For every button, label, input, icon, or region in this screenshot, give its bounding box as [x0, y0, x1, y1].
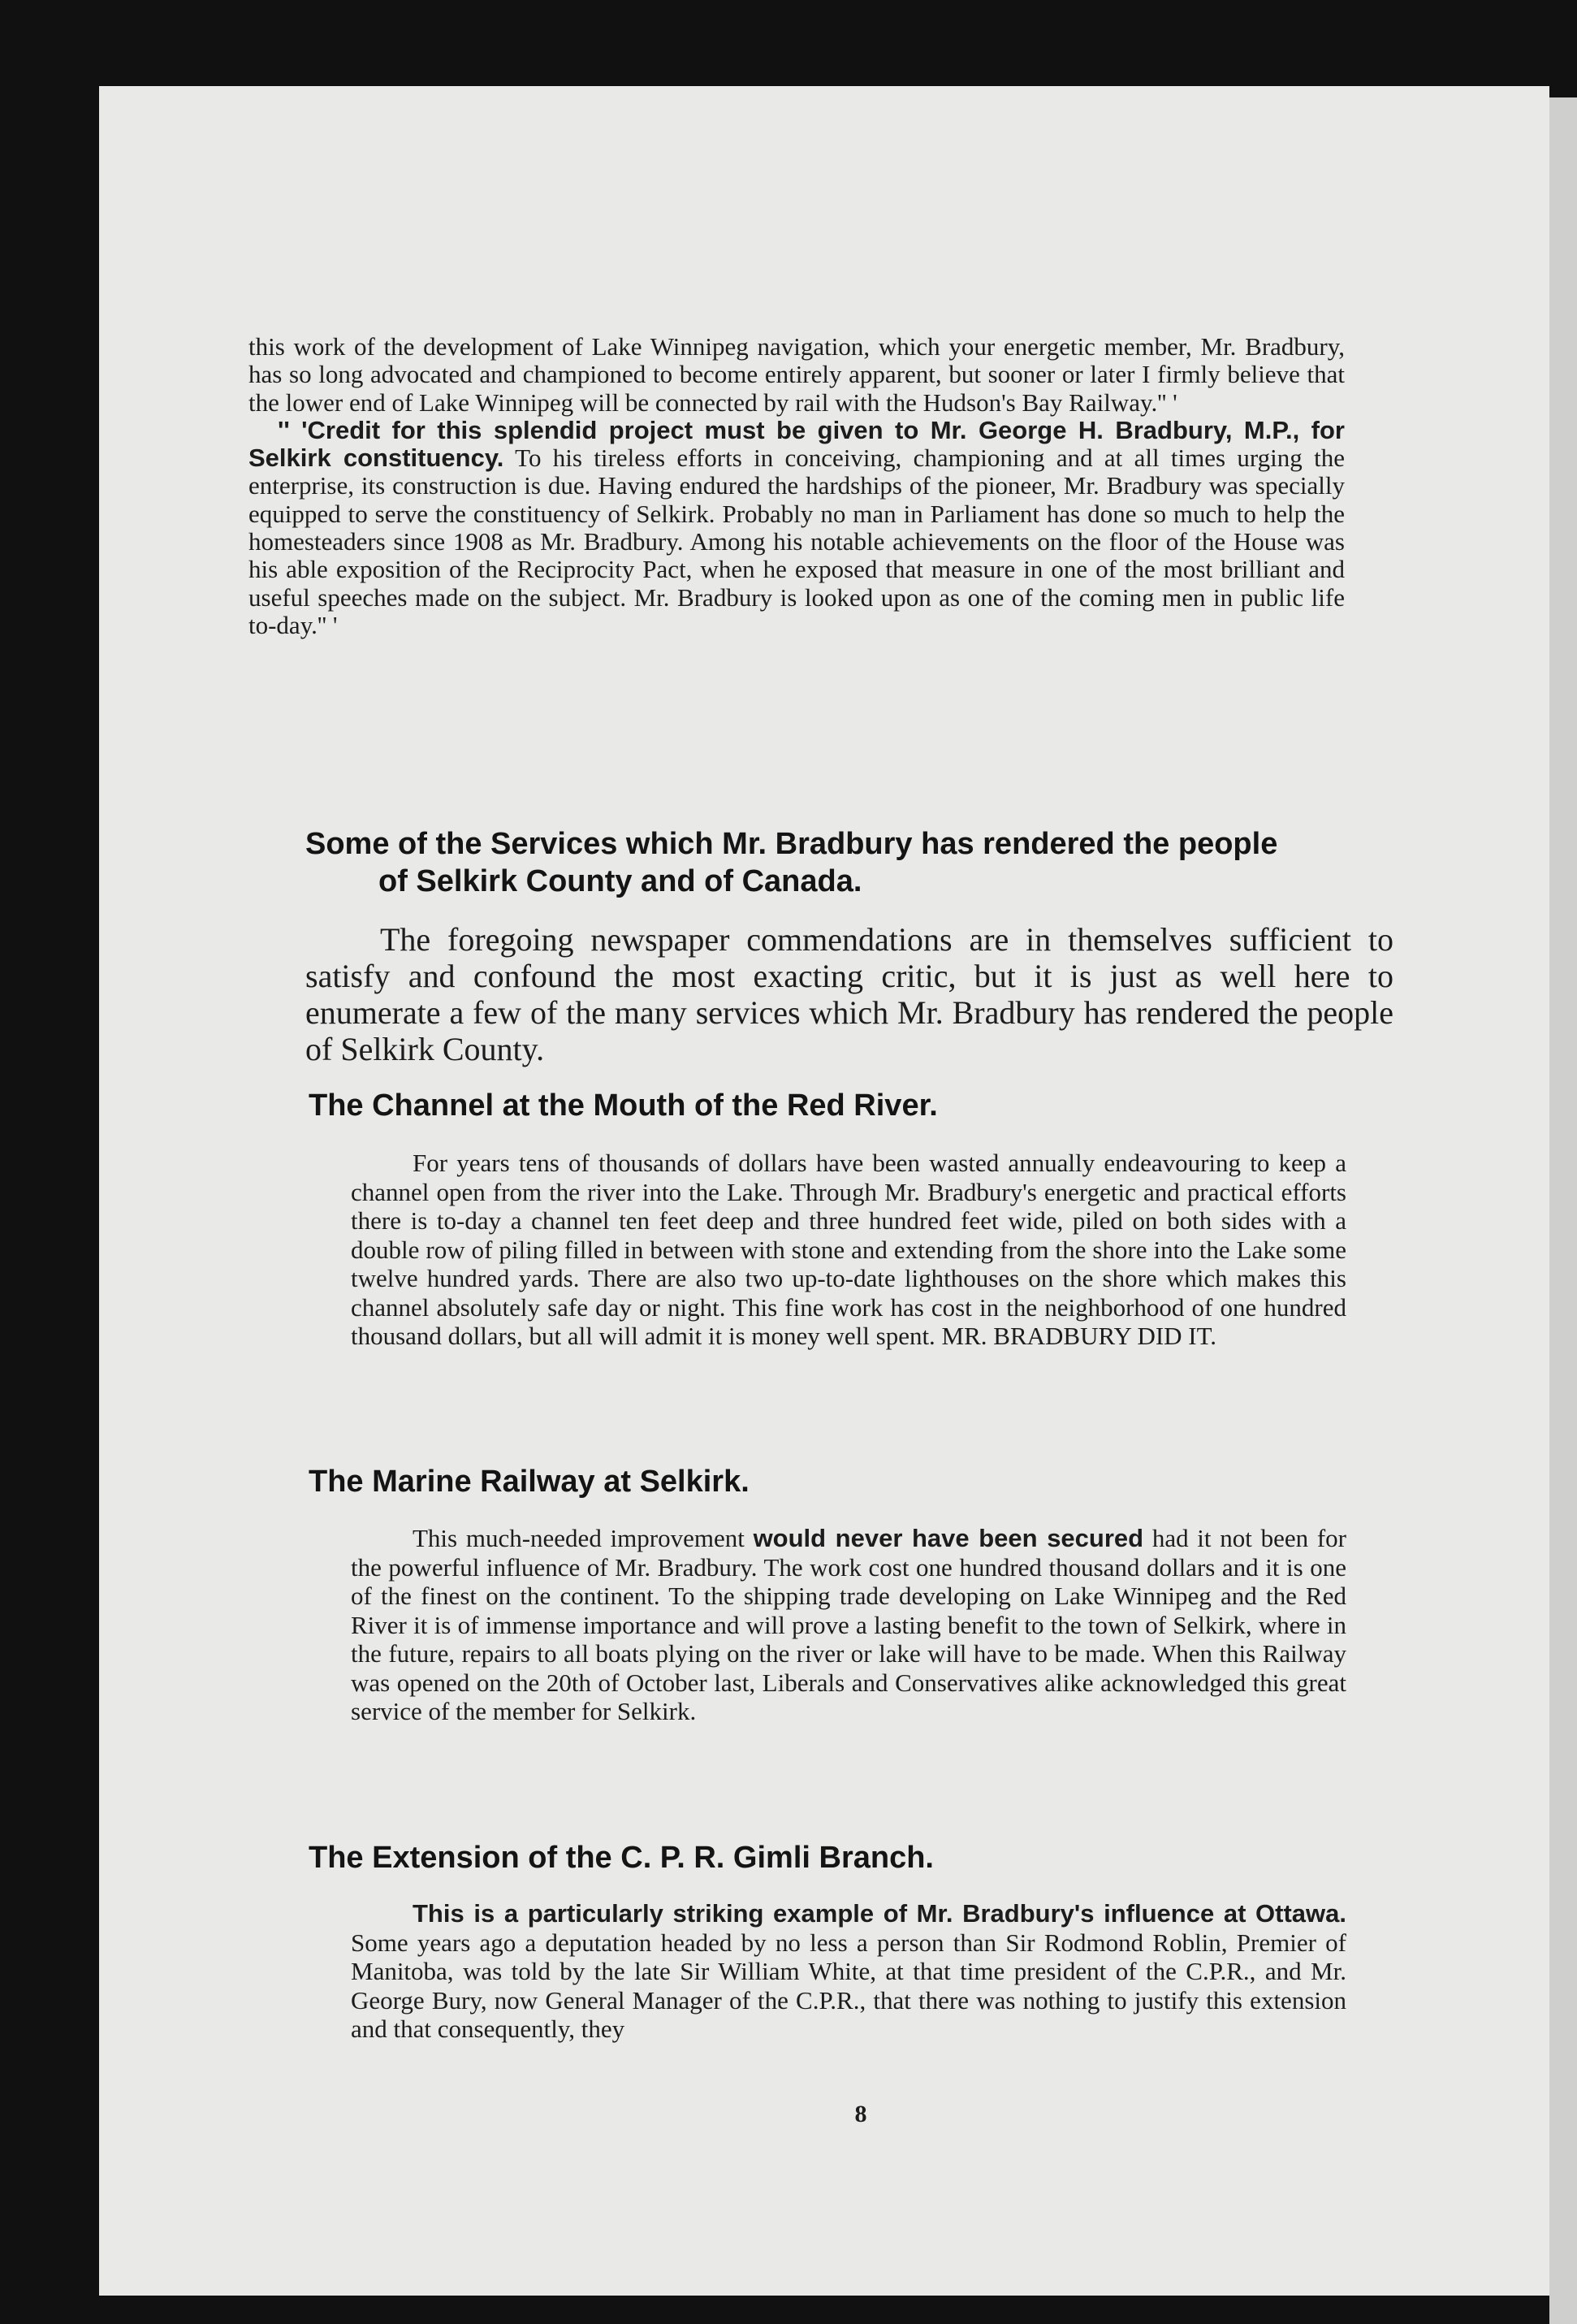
cpr-paragraph-body: Some years ago a deputation headed by no less a person than Sir Rodmond Roblin, Premier of Manitoba, was told by the late Sir William White, at that time president of the C.P.R., and Mr. George Bury, now General Manager of the C.P.R., that there was nothing to justify this extension and that consequently, they [351, 1928, 1346, 2043]
quote-paragraph-2-emphasis: '' 'Credit for this splendid project must be given to Mr. George H. Bradbury, M.P., for Selkirk constituency. [248, 415, 1345, 473]
lead-paragraph: The foregoing newspaper commendations are in themselves sufficient to satisfy and confound the most exacting critic, but it is just as well here to enumerate a few of the many services which Mr. Bradbury has rendered the people of Selkirk County. [305, 921, 1393, 1067]
adjacent-page-edge [1549, 97, 1577, 2324]
quote-paragraph-2 [248, 417, 1345, 639]
marine-paragraph [351, 1524, 1346, 1726]
quote-paragraph-2-body: To his tireless efforts in conceiving, championing and at all times urging the enterprise, its construction is due. Having endured the hardships of the pioneer, Mr. Bradbury was specially equipped to serve the constituency of Selkirk. Probably no man in Parliament has done so much to help the homesteaders since 1908 as Mr. Bradbury. Among his notable achievements on the floor of the House was his able exposition of the Reciprocity Pact, when he exposed that measure in one of the most brilliant and useful speeches made on the subject. Mr. Bradbury is looked upon as one of the coming men in public life to-day.'' ' [248, 444, 1345, 639]
heading-services-line1: Some of the Services which Mr. Bradbury has rendered the people [305, 827, 1278, 861]
section-heading-services [305, 825, 1402, 900]
section-heading-channel: The Channel at the Mouth of the Red River. [309, 1088, 938, 1123]
channel-paragraph: For years tens of thousands of dollars have been wasted annually endeavouring to keep a channel open from the river into the Lake. Through Mr. Bradbury's energetic and practical efforts there is to-day a channel ten feet deep and three hundred feet wide, piled on both sides with a double row of piling filled in between with stone and extending from the shore into the Lake some twelve hundred yards. There are also two up-to-date lighthouses on the shore which makes this channel absolutely safe day or night. This fine work has cost in the neighborhood of one hundred thousand dollars, but all will admit it is money well spent. MR. BRADBURY DID IT. [351, 1149, 1346, 1350]
page-number: 8 [854, 2101, 867, 2127]
quoted-article-text [248, 333, 1345, 639]
cpr-paragraph-emphasis: This is a particularly striking example of Mr. Bradbury's influence at Ottawa. [413, 1899, 1346, 1928]
section-heading-marine: The Marine Railway at Selkirk. [309, 1465, 750, 1499]
cpr-paragraph [351, 1899, 1346, 2044]
marine-paragraph-body: had it not been for the powerful influence of Mr. Bradbury. The work cost one hundred thousand dollars and it is one of the finest on the continent. To the shipping trade developing on Lake Winnipeg and the Red River it is of immense importance and will prove a lasting benefit to the town of Selkirk, where in the future, repairs to all boats plying on the river or lake will have to be made. When this Railway was opened on the 20th of October last, Liberals and Conservatives alike acknowledged this great service of the member for Selkirk. [351, 1524, 1346, 1725]
heading-services-line2: of Selkirk County and of Canada. [378, 864, 862, 898]
marine-paragraph-start: This much-needed improvement [413, 1524, 754, 1552]
section-heading-cpr: The Extension of the C. P. R. Gimli Branch. [309, 1841, 934, 1875]
marine-paragraph-emphasis: would never have been secured [753, 1524, 1144, 1552]
quote-paragraph-1: this work of the development of Lake Winnipeg navigation, which your energetic member, Mr. Bradbury, has so long advocated and championed to become entirely apparent, but sooner or later I firmly believe that the lower end of Lake Winnipeg will be connected by rail with the Hudson's Bay Railway.'' ' [248, 332, 1345, 417]
